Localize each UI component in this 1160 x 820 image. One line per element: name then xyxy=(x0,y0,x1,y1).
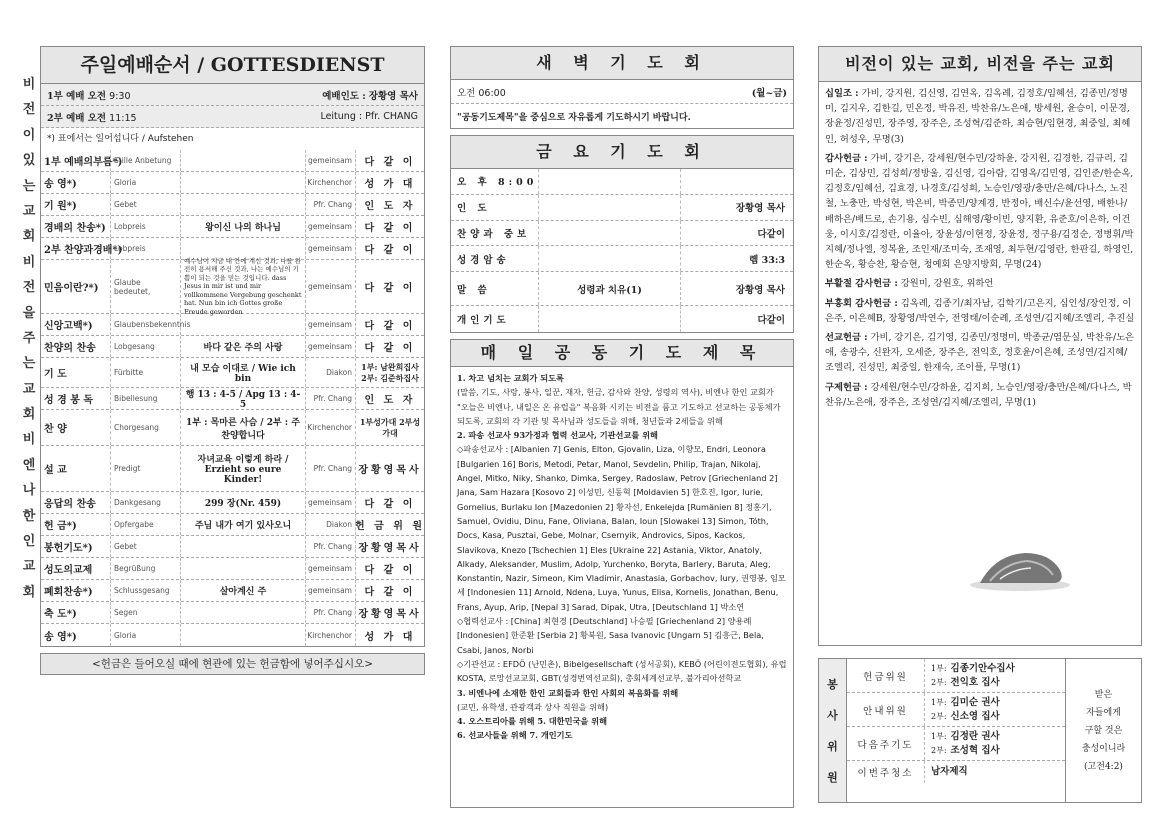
service-no: 2부: xyxy=(931,677,947,687)
order-title xyxy=(181,558,306,579)
order-leader: 인 도 자 xyxy=(364,201,416,212)
order-leader: 1부성가대 2부성가대 xyxy=(359,416,421,438)
order-item-de: Lobpreis xyxy=(111,216,181,237)
friday-leader: 다같이 xyxy=(757,315,785,327)
friday-detail xyxy=(539,195,681,220)
order-role: Pfr. Chang xyxy=(306,194,356,215)
service-no: 1부: xyxy=(931,663,947,673)
friday-prayer-table xyxy=(450,169,794,333)
vision-panel xyxy=(818,46,1142,646)
prayer-text: (말씀, 기도, 사랑, 봉사, 일꾼, 재자, 헌금, 감사와 찬양, 성령의 역사), 비엔나 한인 교회가 "오늘은 비엔나, 내일은 온 유럽을" 복음화 시키는 비전을 품고 기도하고 선교하는 공동체가 되도록, 교회의 각 기관 및 목사님과 성도들을 위해, 청년들과 2세들을 위해 xyxy=(457,387,781,426)
friday-detail xyxy=(539,221,681,246)
offering-section xyxy=(825,330,1135,376)
order-item: 2부 찬양과경배*) xyxy=(41,238,111,259)
friday-detail xyxy=(539,169,681,194)
member-name: 김정란 권사 xyxy=(950,730,1000,742)
order-leader: 다 같 이 xyxy=(364,223,416,234)
order-row xyxy=(41,536,424,558)
member-name: 신소영 집사 xyxy=(950,710,1000,722)
prayer-text: ◇협력선교사 : [China] 최현경 [Deutschland] 나승필 [Griechenland 2] 양용례 [Indonesien] 한준환 [Serbia 2] 황북원, Sasa Ivanovic [Ungarn 5] 김흥근, Bela, Csabi, Janos, Norbi xyxy=(457,616,764,655)
service-committee-head xyxy=(819,659,847,802)
committee-members xyxy=(925,662,1065,690)
service-no: 1부: xyxy=(931,731,947,741)
order-row xyxy=(41,256,424,316)
motto-char: 인 xyxy=(22,534,36,550)
dawn-prayer-table xyxy=(450,80,794,129)
order-item-de: Lobpreis xyxy=(111,238,181,259)
dawn-time-row: 오전 06:00 (월~금) xyxy=(451,80,793,104)
offering-names: 강세원/현수민/강하윤, 김지희, 노승인/영광/충만/은혜/다나스, 박찬유/노은애, 장주은, 조성연/김지혜/조엘리, 무명(1) xyxy=(825,381,1132,408)
member-name: 남자제직 xyxy=(931,766,968,777)
motto-char: 회 xyxy=(22,229,36,245)
order-item-de: Begrüßung xyxy=(111,558,181,579)
order-item-de: Fürbitte xyxy=(111,358,181,387)
friday-detail xyxy=(539,306,681,332)
friday-prayer-title: 금 요 기 도 회 xyxy=(450,135,794,169)
order-item-de: Gloria xyxy=(111,624,181,646)
verse-line: 충성이니라 xyxy=(1081,743,1126,754)
prayer-text: (교민, 유학생, 관광객과 상사 직원을 위해) xyxy=(457,701,609,712)
order-item-de: Predigt xyxy=(111,446,181,491)
motto-char: 회 xyxy=(22,407,36,423)
motto-char: 나 xyxy=(22,483,36,499)
order-role: Pfr. Chang xyxy=(306,536,356,557)
order-row xyxy=(41,314,424,336)
praying-hands-icon xyxy=(965,535,1075,595)
order-item-de: Opfergabe xyxy=(111,514,181,535)
order-role: gemeinsam xyxy=(306,216,356,237)
order-title xyxy=(181,314,306,335)
committee-row xyxy=(847,659,1065,693)
motto-char: 교 xyxy=(22,203,36,219)
order-item-de: Gloria xyxy=(111,172,181,193)
order-item-de: Gebet xyxy=(111,194,181,215)
order-title: 행 13 : 4-5 / Apg 13 : 4-5 xyxy=(181,388,306,409)
prayer-heading: 1. 차고 넘치는 교회가 되도록 xyxy=(457,372,564,383)
verse-line: 구할 것은 xyxy=(1084,725,1123,736)
prayer-item xyxy=(457,657,787,686)
order-row xyxy=(41,150,424,172)
order-leader: 장황영목사 xyxy=(358,609,422,620)
order-title xyxy=(181,150,306,171)
committee-members xyxy=(925,730,1065,758)
motto-char: 주 xyxy=(22,330,36,346)
order-item: 1부 예배의부름*) xyxy=(41,150,111,171)
order-title: 자녀교육 이렇게 하라 / Erzieht so eure Kinder! xyxy=(181,446,306,491)
vertical-church-motto xyxy=(18,72,40,605)
order-title: 주님 내가 여기 있사오니 xyxy=(181,514,306,535)
order-leader: 성 가 대 xyxy=(364,631,416,643)
order-title: 예수님이 지금 내 안에 계신 것과, 나를 완전히 용서해 주신 것과, 나는 예수님의 기쁨이 되는 것을 믿는 것입니다. dass Jesus in mir ist und mir vollkommene Vergebung geschenkt hat. Nun bin ich Gottes große Freude geworden xyxy=(181,260,306,313)
member-name: 전익호 집사 xyxy=(950,676,1000,688)
offering-label: 십일조 : xyxy=(825,88,859,99)
friday-item: 찬양과 중보 xyxy=(451,221,539,246)
offering-names: 가비, 강지원, 김신영, 김연옥, 김옥례, 김정호/임혜선, 김종민/정명미, 김지우, 김한길, 민온정, 박유진, 박찬유/노은애, 방세원, 윤승이, 이문경, 장윤정/진성민, 장주영, 장주은, 조성혁/김준하, 최승현/임현경, 최중일, 최혜인, 허성우, 무명(3) xyxy=(825,88,1131,145)
friday-row xyxy=(451,306,793,332)
verse-line: (고전4:2) xyxy=(1084,761,1123,772)
order-leader: 다 같 이 xyxy=(364,157,416,168)
order-item-de: Stille Anbetung xyxy=(111,150,181,171)
prayer-heading: 4. 오스트리아를 위해 5. 대한민국을 위해 xyxy=(457,716,607,727)
order-row xyxy=(41,558,424,580)
order-row xyxy=(41,446,424,492)
friday-row xyxy=(451,221,793,247)
order-leader: 다 같 이 xyxy=(364,245,416,256)
order-title xyxy=(181,624,306,646)
committee-role: 이번주청소 xyxy=(847,761,925,783)
order-item: 축 도*) xyxy=(41,602,111,623)
order-item-de: Bibellesung xyxy=(111,388,181,409)
service-no: 2부: xyxy=(931,745,947,755)
order-title: 왕이신 나의 하나님 xyxy=(181,216,306,237)
common-prayer-list xyxy=(450,367,794,808)
offering-names: 김옥례, 김종기/최자남, 김학기/고은지, 심인성/장인정, 이은주, 이은혜B, 장황영/박연수, 전영태/이순례, 조성연/김지혜/조엘리, 추진실 xyxy=(825,297,1135,324)
member-name: 조성혁 집사 xyxy=(950,744,1000,756)
dawn-prayer-title: 새 벽 기 도 회 xyxy=(450,46,794,80)
order-item: 기 도 xyxy=(41,358,111,387)
order-item-de: Chorgesang xyxy=(111,410,181,445)
order-title xyxy=(181,602,306,623)
order-item-de: Lobgesang xyxy=(111,336,181,357)
friday-leader: 장황영 목사 xyxy=(735,284,785,296)
motto-char: 비 xyxy=(22,77,36,92)
order-row xyxy=(41,216,424,238)
friday-item: 성경암송 xyxy=(451,246,539,271)
committee-members xyxy=(925,696,1065,724)
motto-char: 한 xyxy=(22,508,36,524)
order-leader: 1부: 남완희집사 2부: 김준하집사 xyxy=(361,361,419,383)
committee-row xyxy=(847,693,1065,727)
order-leader: 성 가 대 xyxy=(364,179,416,190)
vision-title: 비전이 있는 교회, 비전을 주는 교회 xyxy=(818,46,1142,82)
offering-names: 가비, 강기은, 강세원/현수민/강하윤, 강지원, 김경한, 김규리, 김미순, 김상민, 김성희/정방울, 김신영, 김아람, 김영옥/김민영, 김인준/한순옥, 김정호/임혜선, 김효경, 나경호/김성희, 노승인/영광/충만/은혜/다나스, 노진철, 노충만, 박성현, 박은비, 박종민/양계경, 반정아, 배신수/윤선영, 배한나/배하은/배드로, 손기용, 심수빈, 심해영/황이빈, 양지환, 유준호/이은하, 이건웅, 이시호/김정란, 이율아, 장윤성/이현정, 장윤정, 정구용/김정순, 정병휘/박지혜/정나엘, 정복윤, 조인재/조미숙, 조재영, 최두현/김영란, 한판길, 하영인, 한순옥, 황승찬, 황승현, 청예회 은양지방회, 무명(24) xyxy=(825,152,1134,271)
order-role: Diakon xyxy=(306,514,356,535)
order-leader: 다 같 이 xyxy=(364,499,416,510)
order-item-de: Glaube bedeutet, xyxy=(111,260,181,313)
verse-line: 받은 xyxy=(1094,689,1113,700)
order-item: 민음이란?*) xyxy=(41,260,111,313)
committee-member xyxy=(931,730,1065,744)
order-title: 299 장(Nr. 459) xyxy=(181,492,306,513)
order-row xyxy=(41,388,424,410)
worship-order-panel xyxy=(40,46,425,675)
order-leader: 다 같 이 xyxy=(364,587,416,598)
order-role: gemeinsam xyxy=(306,260,356,313)
order-item: 폐회찬송*) xyxy=(41,580,111,601)
order-title: 바다 같은 주의 사랑 xyxy=(181,336,306,357)
order-item-de: Dankgesang xyxy=(111,492,181,513)
order-row xyxy=(41,358,424,388)
member-name: 김미순 권사 xyxy=(950,696,1000,708)
order-item: 찬 양 xyxy=(41,410,111,445)
offering-label: 부흥회 감사헌금 : xyxy=(825,297,898,309)
motto-char: 있 xyxy=(22,153,36,169)
offering-label: 부활절 감사헌금 : xyxy=(825,278,898,290)
motto-char: 회 xyxy=(22,584,36,600)
order-row xyxy=(41,194,424,216)
common-prayer-title: 매 일 공 동 기 도 제 목 xyxy=(450,339,794,367)
friday-item: 말 씀 xyxy=(451,272,539,305)
order-role: gemeinsam xyxy=(306,150,356,171)
offering-section xyxy=(825,276,1135,291)
order-row xyxy=(41,514,424,536)
motto-char: 비 xyxy=(22,432,36,448)
order-role: Kirchenchor xyxy=(306,624,356,646)
prayer-heading: 2. 파송 선교사 93가정과 협력 선교사, 기관선교를 위해 xyxy=(457,430,658,441)
friday-detail xyxy=(539,246,681,271)
offering-note: <헌금은 들어오실 때에 현관에 있는 헌금함에 넣어주십시오> xyxy=(40,653,425,675)
order-item: 신앙고백*) xyxy=(41,314,111,335)
order-role: Pfr. Chang xyxy=(306,446,356,491)
committee-row xyxy=(847,761,1065,783)
order-role: Kirchenchor xyxy=(306,172,356,193)
friday-leader xyxy=(681,169,793,194)
order-row xyxy=(41,602,424,624)
committee-head-char: 사 xyxy=(827,709,838,723)
motto-char: 교 xyxy=(22,559,36,575)
order-row xyxy=(41,624,424,646)
order-role: Pfr. Chang xyxy=(306,388,356,409)
order-role: gemeinsam xyxy=(306,314,356,335)
prayer-item xyxy=(457,686,787,715)
order-item-de: Glaubensbekenntnis xyxy=(111,314,181,335)
motto-char: 을 xyxy=(22,305,36,321)
service-times xyxy=(40,84,425,128)
order-row xyxy=(41,492,424,514)
order-row xyxy=(41,336,424,358)
order-leader: 장황영목사 xyxy=(358,543,422,554)
order-table xyxy=(40,150,425,647)
friday-leader: 롐 33:3 xyxy=(749,254,785,266)
committee-row xyxy=(847,727,1065,761)
order-role: gemeinsam xyxy=(306,238,356,259)
committee-member xyxy=(931,662,1065,676)
order-item: 송 영*) xyxy=(41,172,111,193)
service-row-2: 2부 예배 오전 11:15 Leitung : Pfr. CHANG xyxy=(41,106,424,128)
order-leader: 헌 금 위 원 xyxy=(354,521,426,532)
committee-member xyxy=(931,765,1065,779)
prayer-item xyxy=(457,614,787,657)
friday-leader: 장황영 목사 xyxy=(735,203,785,215)
order-row xyxy=(41,580,424,602)
order-item: 봉헌기도*) xyxy=(41,536,111,557)
order-role: gemeinsam xyxy=(306,558,356,579)
member-name: 김종기안수집사 xyxy=(950,662,1015,674)
order-leader: 인 도 자 xyxy=(364,395,416,406)
order-item: 찬양의 찬송 xyxy=(41,336,111,357)
order-item: 성 경 봉 독 xyxy=(41,388,111,409)
service-no: 2부: xyxy=(931,711,947,721)
committee-member xyxy=(931,744,1065,758)
order-leader: 다 같 이 xyxy=(364,321,416,332)
dawn-desc: "공동기도제목"을 중심으로 자유롭게 기도하시기 바랍니다. xyxy=(457,112,691,123)
order-role: gemeinsam xyxy=(306,580,356,601)
order-title xyxy=(181,172,306,193)
order-item-de: Gebet xyxy=(111,536,181,557)
committee-member xyxy=(931,696,1065,710)
order-item: 헌 금*) xyxy=(41,514,111,535)
order-title xyxy=(181,536,306,557)
friday-row xyxy=(451,195,793,221)
committee-role: 안내위원 xyxy=(847,693,925,726)
order-item: 기 원*) xyxy=(41,194,111,215)
order-role: gemeinsam xyxy=(306,336,356,357)
prayer-heading: 6. 선교사들을 위해 7. 개인기도 xyxy=(457,730,573,741)
offering-section xyxy=(825,86,1135,147)
offering-section xyxy=(825,380,1135,410)
offering-label: 선교헌금 : xyxy=(825,332,868,344)
motto-char: 전 xyxy=(22,280,36,296)
order-title: 살아계신 주 xyxy=(181,580,306,601)
prayer-item xyxy=(457,728,787,742)
motto-char: 교 xyxy=(22,381,36,397)
service-row-1: 1부 예배 오전 9:30 예배인도 : 장황영 목사 xyxy=(41,84,424,106)
committee-head-char: 원 xyxy=(827,770,838,784)
friday-row xyxy=(451,169,793,195)
order-role: Pfr. Chang xyxy=(306,602,356,623)
committee-role: 헌금위원 xyxy=(847,659,925,692)
offering-names: 강원미, 강원호, 위하언 xyxy=(900,278,994,290)
prayer-item xyxy=(457,428,787,614)
friday-leader: 다같이 xyxy=(757,228,785,240)
stand-note: *) 표에서는 일어섭니다 / Aufstehen xyxy=(47,134,194,144)
committee-role: 다음주기도 xyxy=(847,727,925,760)
service-no: 1부: xyxy=(931,697,947,707)
motto-char: 전 xyxy=(22,102,36,118)
friday-row xyxy=(451,246,793,272)
committee-head-char: 위 xyxy=(827,739,838,753)
offering-names xyxy=(818,82,1142,646)
friday-item: 오 후 8:00 xyxy=(451,169,539,194)
motto-char: 는 xyxy=(22,178,36,194)
offering-section xyxy=(825,151,1135,273)
motto-char: 엔 xyxy=(22,457,36,473)
prayer-item xyxy=(457,371,787,428)
motto-char: 는 xyxy=(22,356,36,372)
order-title: 내 모습 이대로 / Wie ich bin xyxy=(181,358,306,387)
friday-detail: 성령과 치유(1) xyxy=(539,272,681,305)
order-title: 1부 : 목마른 사슴 / 2부 : 주 찬양합니다 xyxy=(181,410,306,445)
order-row xyxy=(41,410,424,446)
motto-char: 이 xyxy=(22,127,36,143)
order-leader: 장황영목사 xyxy=(358,465,422,476)
committee-member xyxy=(931,710,1065,724)
verse-line: 자들에게 xyxy=(1086,707,1121,718)
prayer-panel xyxy=(450,46,794,808)
order-item-de: Schlussgesang xyxy=(111,580,181,601)
order-item-de: Segen xyxy=(111,602,181,623)
prayer-item xyxy=(457,714,787,728)
order-title xyxy=(181,194,306,215)
order-item: 응답의 찬송 xyxy=(41,492,111,513)
order-item: 성도의교제 xyxy=(41,558,111,579)
service-committee-table xyxy=(818,658,1142,803)
offering-names: 가비, 강기은, 김기영, 김종민/정명미, 박종균/염문실, 박찬유/노은애, 송광수, 신완자, 오세준, 장주은, 전익호, 정호윤/이은혜, 조성연/김지혜/조엘리, 진성민, 최중일, 한재숙, 조이플, 무명(1) xyxy=(825,332,1135,374)
bible-verse xyxy=(1065,659,1141,802)
committee-member xyxy=(931,676,1065,690)
friday-item: 개인기도 xyxy=(451,306,539,332)
order-role: Diakon xyxy=(306,358,356,387)
order-leader: 다 같 이 xyxy=(364,343,416,354)
order-role: gemeinsam xyxy=(306,492,356,513)
friday-row xyxy=(451,272,793,306)
order-role: Kirchenchor xyxy=(306,410,356,445)
order-leader: 다 같 이 xyxy=(364,283,416,294)
friday-item: 인 도 xyxy=(451,195,539,220)
committee-head-char: 봉 xyxy=(827,678,838,692)
order-row xyxy=(41,172,424,194)
motto-char: 비 xyxy=(22,254,36,270)
prayer-heading: 3. 비엔나에 소재한 한인 교회들과 한인 사회의 복음화를 위해 xyxy=(457,687,679,698)
order-item: 경배의 찬송*) xyxy=(41,216,111,237)
worship-title: 주일예배순서 / GOTTESDIENST xyxy=(40,46,425,84)
order-item: 설 교 xyxy=(41,446,111,491)
offering-section xyxy=(825,296,1135,326)
order-item: 송 영*) xyxy=(41,624,111,646)
prayer-text: ◇파송선교사 : [Albanien 7] Genis, Elton, Gjovalin, Liza, 이향모, Endri, Leonora [Bulgarien 16] Boris, Metodi, Petar, Manol, Sevdelin, Philip, Trajan, Nikolaj, Angel, Mitko, Niky, Shanko, Dimka, Sergey, Radoslaw, Petrov [Griechenland 2] Jana, Sam Hazara [Kosovo 2] 이성민, 신동혁 [Moldavien 5] 한호진, Igor, Iurie, Gornelius, Burlaku Ion [Mazedonien 2] 황자선, Enkelejda [Rumänien 8] 정홍기, Samuel, Ovidiu, Dinu, Fane, Oliviana, Balan, Ioun [Slowakei 13] Simon, Tóth, Docs, Kasa, Pusztai, Gebe, Molnar, Csernyik, Androvics, Sipos, Kackos, Slavikova, Knezo [Tschechien 1] Eles [Ukraine 22] Astania, Viktor, Anatoly, Alkady, Aleksander, Muslim, Adolp, Yurchenko, Boryta, Barlery, Baruta, Aleg, Konstantin, Nazir, Simeon, Kim Vladimir, Anastasia, Gorbachov, Iury, 권영봉, 임모세 [Indonesien 11] Arnold, Ndena, Luya, Yunus, Elisa, Kornelis, Jonathan, Benu, Frans, Ayup, Arip, [Nepal 3] Sarad, Dipak, Utra, [Deutschland 1] 박소연 xyxy=(457,444,786,612)
offering-label: 감사헌금 : xyxy=(825,152,868,164)
prayer-text: ◇기관선교 : EFDÖ (난민촌), Bibelgesellschaft (성서공회), KEBÖ (어린이전도협회), 유럽KOSTA, 로망선교교회, GBT(성경번역선교회), 총회세계선교부, 불가리아선학교 xyxy=(457,658,787,684)
committee-members xyxy=(925,765,1065,779)
order-leader: 다 같 이 xyxy=(364,565,416,576)
offering-label: 구제헌금 : xyxy=(825,381,868,393)
